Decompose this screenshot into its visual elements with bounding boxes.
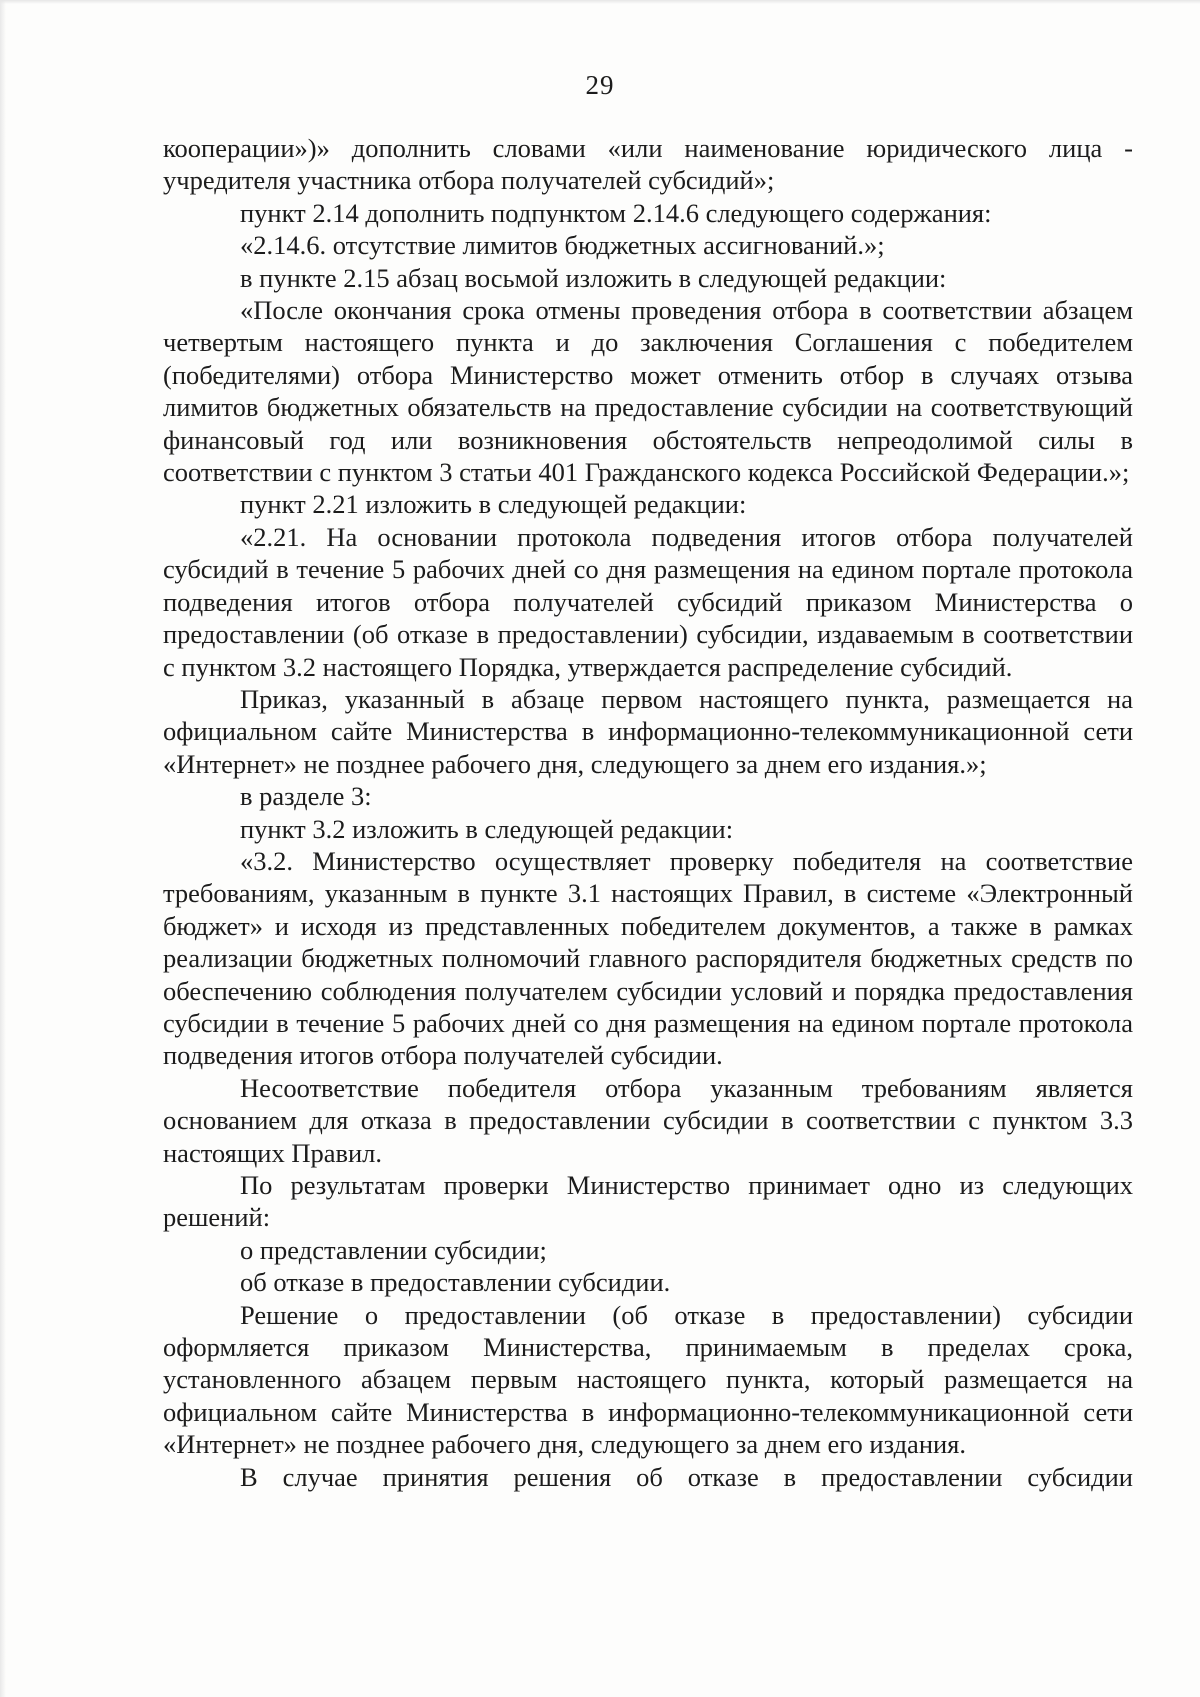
paragraph: о представлении субсидии; xyxy=(240,1234,547,1265)
paragraph: кооперации»)» дополнить словами «или наименование юридического лица - учредителя участника отбора получателей субсидий»; xyxy=(163,133,1133,196)
paragraph: Приказ, указанный в абзаце первом настоящего пункта, размещается на официальном сайте Министерства в информационно-телекоммуникационной сети «Интернет» не позднее рабочего дня, следующего за днем его издания.»; xyxy=(163,683,1133,779)
document-body xyxy=(163,132,1133,1493)
paragraph: Несоответствие победителя отбора указанным требованиям является основанием для отказа в предоставлении субсидии в соответствии с пунктом 3.3 настоящих Правил. xyxy=(163,1072,1133,1168)
paragraph: пункт 2.14 дополнить подпунктом 2.14.6 следующего содержания: xyxy=(240,197,992,228)
scan-edge xyxy=(0,0,1200,4)
paragraph: В случае принятия решения об отказе в предоставлении субсидии xyxy=(240,1461,1133,1492)
paragraph: «3.2. Министерство осуществляет проверку победителя на соответствие требованиям, указанным в пункте 3.1 настоящих Правил, в системе «Электронный бюджет» и исходя из представленных победителем документов, а также в рамках реализации бюджетных полномочий главного распорядителя бюджетных средств по обеспечению соблюдения получателем субсидии условий и порядка предоставления субсидии в течение 5 рабочих дней со дня размещения на едином портале протокола подведения итогов отбора получателей субсидии. xyxy=(163,845,1133,1071)
paragraph: в разделе 3: xyxy=(240,781,372,812)
page-number: 29 xyxy=(585,70,615,100)
paragraph: «2.14.6. отсутствие лимитов бюджетных ассигнований.»; xyxy=(240,230,885,261)
paragraph: об отказе в предоставлении субсидии. xyxy=(240,1267,671,1298)
paragraph: пункт 3.2 изложить в следующей редакции: xyxy=(240,813,734,844)
scan-edge xyxy=(0,0,6,1697)
paragraph: в пункте 2.15 абзац восьмой изложить в следующей редакции: xyxy=(240,262,947,293)
paragraph: «После окончания срока отмены проведения отбора в соответствии абзацем четвертым настоящего пункта и до заключения Соглашения с победителем (победителями) отбора Министерство может отменить отбор в случаях отзыва лимитов бюджетных обязательств на предоставление субсидии на соответствующий финансовый год или возникновения обстоятельств непреодолимой силы в соответствии с пунктом 3 статьи 401 Гражданского кодекса Российской Федерации.»; xyxy=(163,295,1133,488)
paragraph: пункт 2.21 изложить в следующей редакции: xyxy=(240,489,747,520)
paragraph: По результатам проверки Министерство принимает одно из следующих решений: xyxy=(163,1170,1133,1233)
paragraph: Решение о предоставлении (об отказе в предоставлении) субсидии оформляется приказом Министерства, принимаемым в пределах срока, установленного абзацем первым настоящего пункта, который размещается на официальном сайте Министерства в информационно-телекоммуникационной сети «Интернет» не позднее рабочего дня, следующего за днем его издания. xyxy=(163,1299,1133,1460)
paragraph: «2.21. На основании протокола подведения итогов отбора получателей субсидий в течение 5 рабочих дней со дня размещения на едином портале протокола подведения итогов отбора получателей субсидий приказом Министерства о предоставлении (об отказе в предоставлении) субсидии, издаваемым в соответствии с пунктом 3.2 настоящего Порядка, утверждается распределение субсидий. xyxy=(163,521,1133,682)
